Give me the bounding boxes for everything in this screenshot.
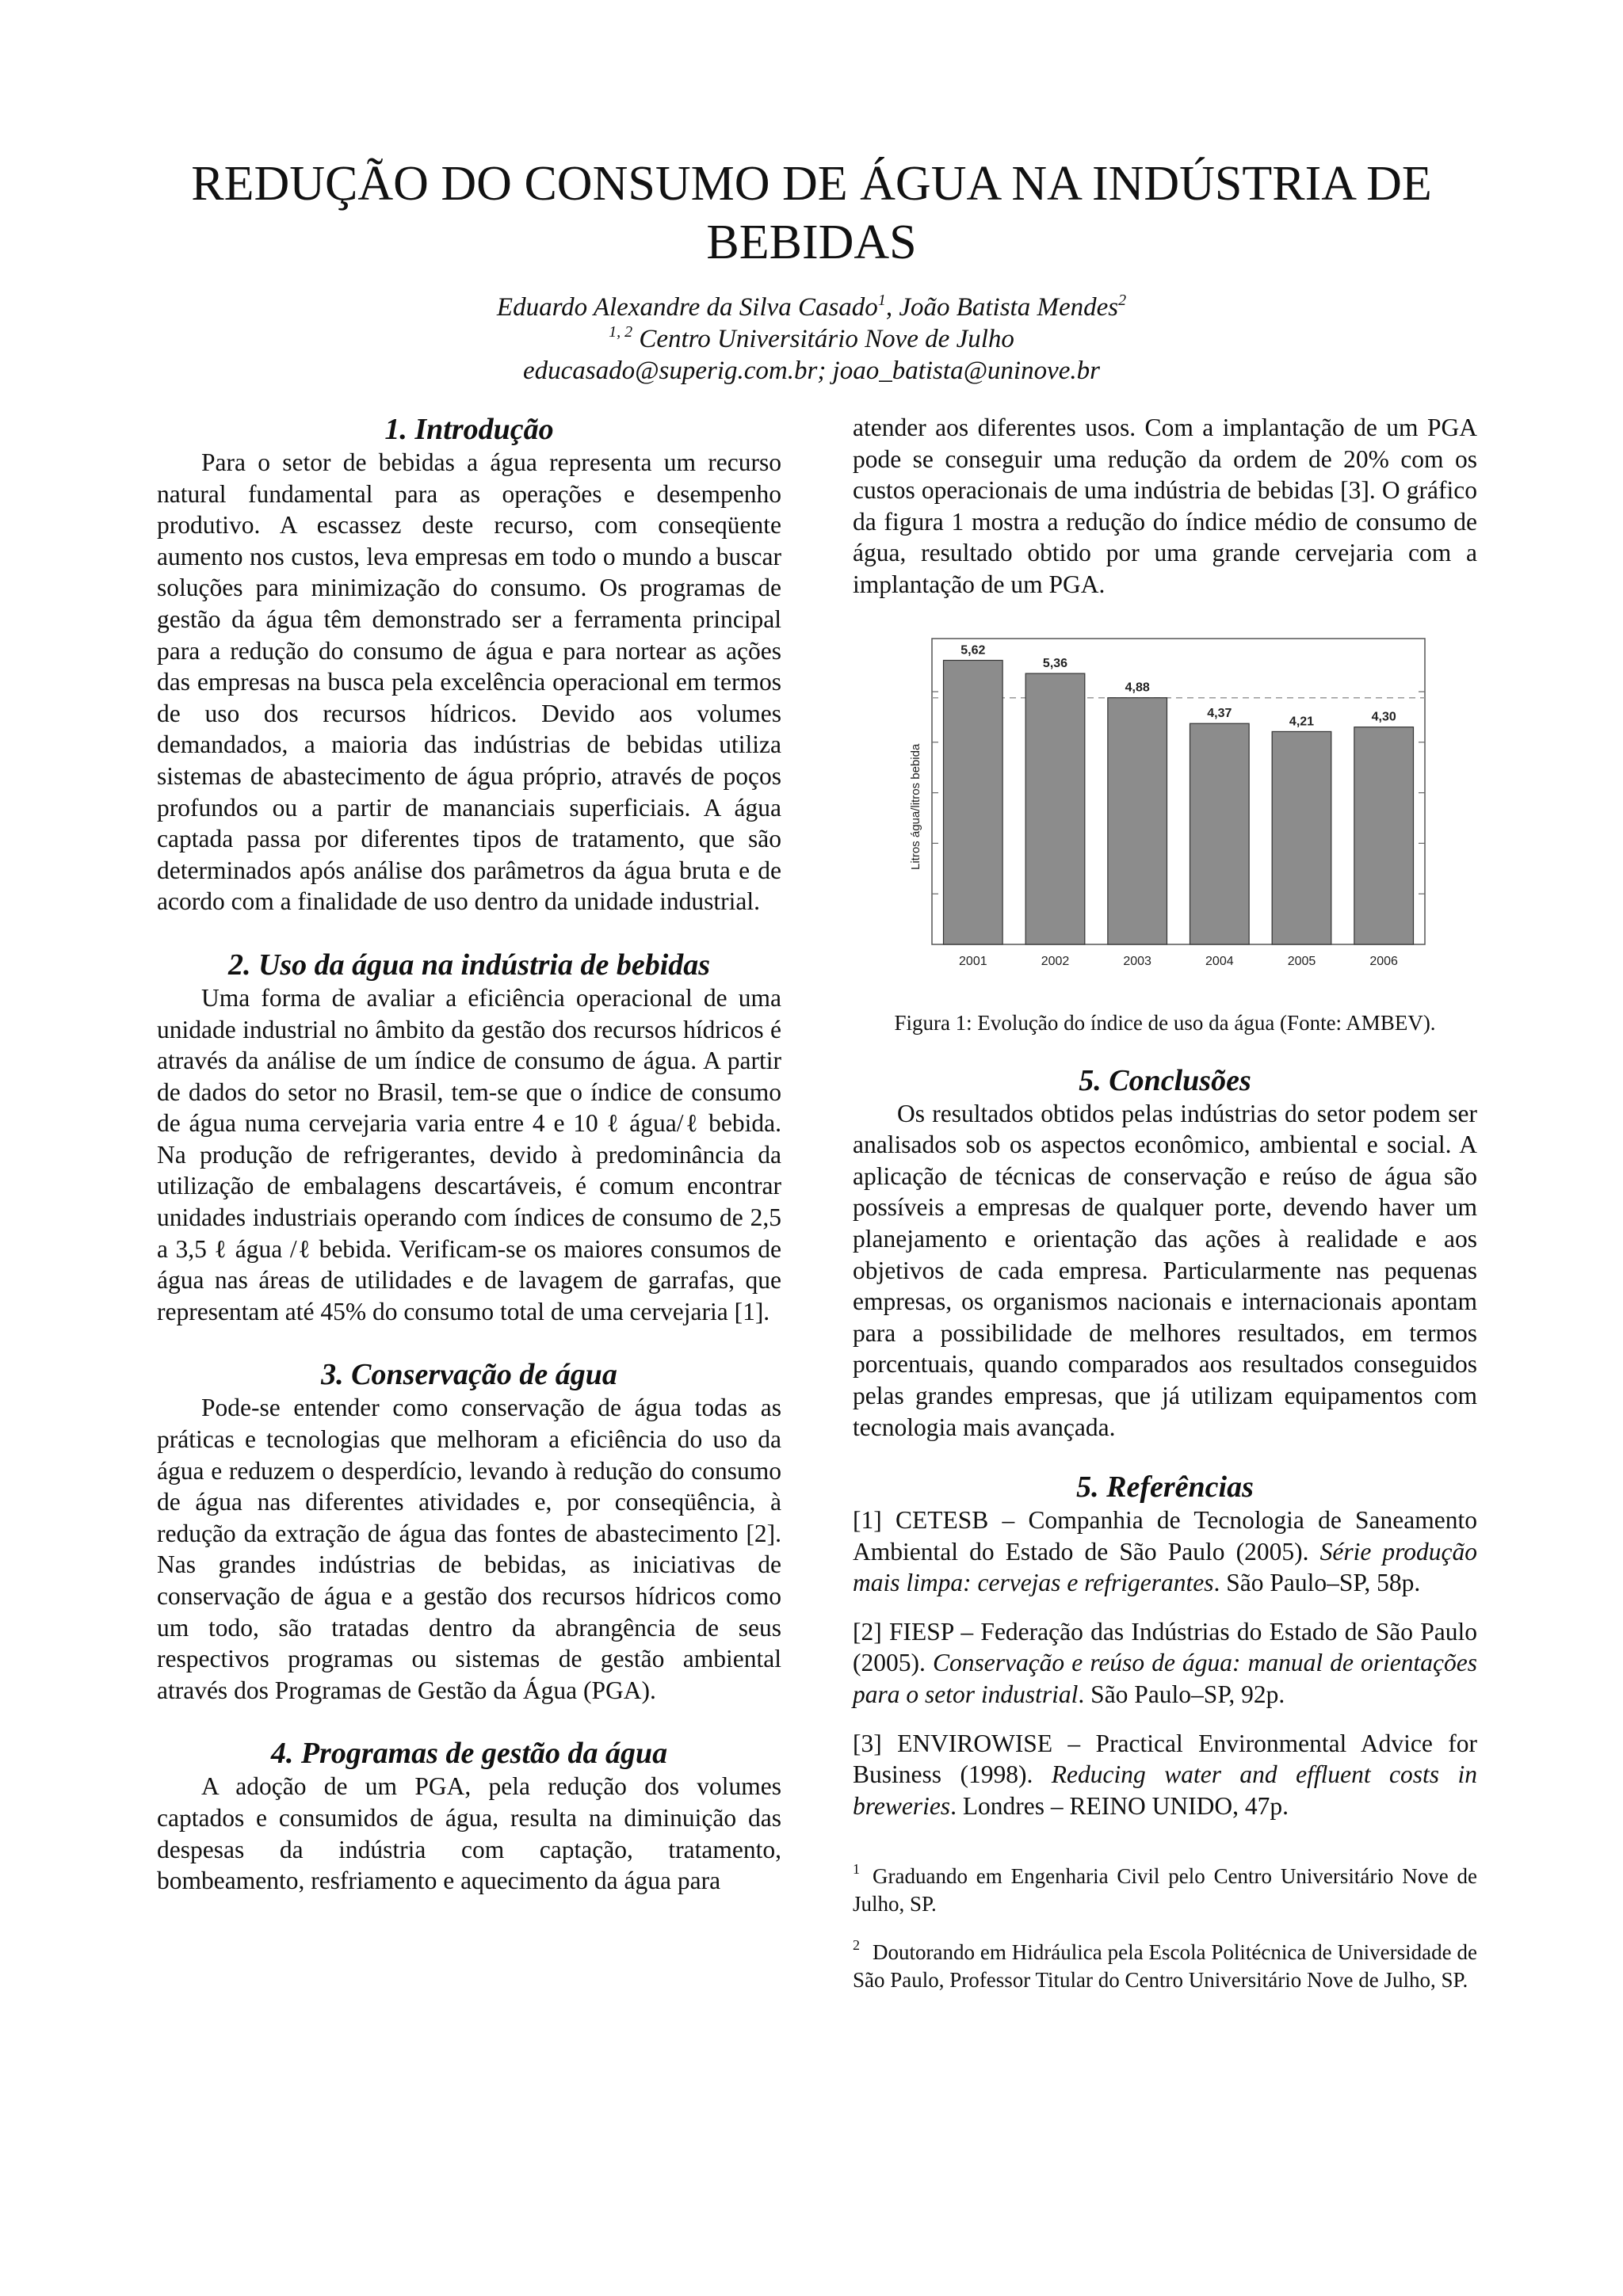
reference-list <box>853 1505 1477 1821</box>
data-label-2005: 4,21 <box>1289 714 1315 728</box>
section-text-conservacao: Pode-se entender como conservação de água todas as práticas e tecnologias que melhoram a eficiência do uso da água e reduzem o desperdício, levando à redução do consumo de água nas diferentes atividades e, por conseqüência, à redução da extração de água das fontes de abastecimento [2]. Nas grandes indústrias de bebidas, as iniciativas de conservação de água e a gestão dos recursos hídricos como um todo, são tratadas dentro da abrangência de seus respectivos programas ou sistemas de gestão ambiental através dos Programas de Gestão da Água (PGA). <box>157 1394 781 1704</box>
chart-frame <box>932 639 1425 944</box>
section-title-uso: 2. Uso da água na indústria de bebidas <box>227 948 711 982</box>
x-tick-label-2006: 2006 <box>1369 954 1398 968</box>
section-title-programas: 4. Programas de gestão da água <box>270 1737 668 1771</box>
author-1-sup: 1 <box>877 292 886 309</box>
bar-2006 <box>1354 727 1414 944</box>
x-tick-label-2001: 2001 <box>959 954 987 968</box>
affiliation: Centro Universitário Nove de Julho <box>632 325 1014 353</box>
data-label-2001: 5,62 <box>960 643 986 658</box>
footnote: $^1$ Graduando em Engenharia Civil pelo Centro Universitário Nove de Julho, SP. <box>853 1861 1477 1917</box>
reference-item: [2] FIESP – Federação das Indústrias do Estado de São Paulo (2005). Conservação e reúso de água: manual de orientações para o setor industrial. São Paulo–SP, 92p. <box>853 1617 1478 1709</box>
data-label-2004: 4,37 <box>1207 706 1232 720</box>
section-text-conclusoes: Os resultados obtidos pelas indústrias do setor podem ser analisados sob os aspectos econômico, ambiental e social. A aplicação de técnicas de conservação e reúso de água são possíveis a empresas de qualquer porte, devendo haver um planejamento e orientação das ações à realidade e aos objetivos de cada empresa. Particularmente nas pequenas empresas, os organismos nacionais e internacionais apontam para a possibilidade de melhores resultados, em termos porcentuais, quando comparados aos resultados conseguidos pelas grandes empresas, que já utilizam equipamentos com tecnologia mais avançada. <box>853 1099 1477 1441</box>
section-text-uso: Uma forma de avaliar a eficiência operacional de uma unidade industrial no âmbito da gestão dos recursos hídricos é através da análise de um índice de consumo de água. A partir de dados do setor no Brasil, tem-se que o índice de consumo de água numa cervejaria varia entre 4 e 10 ℓ água/ℓ bebida. Na produção de refrigerantes, devido à predominância da utilização de embalagens descartáveis, é comum encontrar unidades industriais operando com índices de consumo de 2,5 a 3,5 ℓ água /ℓ bebida. Verificam-se os maiores consumos de água nas áreas de utilidades e de lavagem de garrafas, que representam até 45% do consumo total de uma cervejaria [1]. <box>157 983 781 1325</box>
section-text-programas-continuation: atender aos diferentes usos. Com a implantação de um PGA pode se conseguir uma redução da ordem de 20% com os custos operacionais de uma indústria de bebidas [3]. O gráfico da figura 1 mostra a redução do índice médio de consumo de água, resultado obtido por uma grande cervejaria com a implantação de um PGA. <box>853 414 1477 598</box>
author-emails: educasado@superig.com.br; joao_batista@uninove.br <box>523 357 1100 385</box>
paper-title: REDUÇÃO DO CONSUMO DE ÁGUA NA INDÚSTRIA DE BEBIDAS <box>191 157 1432 269</box>
reference-item: [1] CETESB – Companhia de Tecnologia de Saneamento Ambiental do Estado de São Paulo (2005). Série produção mais limpa: cervejas e refrigerantes. São Paulo–SP, 58p. <box>853 1506 1478 1597</box>
author-2: João Batista Mendes <box>899 293 1119 322</box>
footnote: $^2$ Doutorando em Hidráulica pela Escola Politécnica de Universidade de São Paulo, Professor Titular do Centro Universitário Nove de Julho, SP. <box>853 1937 1477 1993</box>
bar-2003 <box>1108 697 1167 944</box>
section-title-conclusoes: 5. Conclusões <box>1079 1063 1251 1097</box>
data-label-2006: 4,30 <box>1371 710 1396 724</box>
x-tick-label-2002: 2002 <box>1041 954 1070 968</box>
section-text-introducao: Para o setor de bebidas a água representa um recurso natural fundamental para as operações e desempenho produtivo. A escassez deste recurso, com conseqüente aumento nos custos, leva empresas em todo o mundo a buscar soluções para minimização do consumo. Os programas de gestão da água têm demonstrado ser a ferramenta principal para a redução do consumo de água e para nortear as ações das empresas na busca pela excelência operacional em termos de uso dos recursos hídricos. Devido aos volumes demandados, a maioria das indústrias de bebidas utiliza sistemas de abastecimento de água próprio, através de poços profundos ou a partir de mananciais superficiais. A água captada passa por diferentes tipos de tratamento, que são determinados após análise dos parâmetros da água bruta e de acordo com a finalidade de uso dentro da unidade industrial. <box>157 448 781 916</box>
y-axis-label: Litros água/litros bebida <box>909 743 922 870</box>
author-line <box>119 292 1504 323</box>
section-title-conservacao: 3. Conservação de água <box>321 1358 617 1392</box>
author-2-sup: 2 <box>1118 292 1127 309</box>
affiliation-line <box>119 323 1504 355</box>
author-separator: , <box>885 293 899 322</box>
affiliation-sup: 1, 2 <box>609 323 633 341</box>
figure-caption: Figura 1: Evolução do índice de uso da água (Fonte: AMBEV). <box>894 1010 1436 1035</box>
section-title-referencias: 5. Referências <box>1076 1470 1254 1505</box>
figure-1 <box>853 632 1477 1005</box>
x-tick-label-2003: 2003 <box>1123 954 1151 968</box>
footnotes <box>853 1863 1477 1994</box>
bar-chart <box>900 632 1431 973</box>
bar-2004 <box>1190 723 1250 944</box>
x-tick-label-2004: 2004 <box>1205 954 1234 968</box>
bar-2005 <box>1272 731 1331 944</box>
data-label-2002: 5,36 <box>1042 656 1068 670</box>
section-title-introducao: 1. Introdução <box>384 413 554 446</box>
left-column <box>157 412 781 1897</box>
bar-2001 <box>944 660 1003 944</box>
author-block <box>119 292 1504 387</box>
author-1: Eduardo Alexandre da Silva Casado <box>496 293 878 322</box>
data-label-2003: 4,88 <box>1125 681 1150 695</box>
right-column <box>853 412 1477 2015</box>
section-text-programas: A adoção de um PGA, pela redução dos volumes captados e consumidos de água, resulta na diminuição das despesas da indústria com captação, tratamento, bombeamento, resfriamento e aquecimento da água para <box>157 1772 781 1895</box>
x-tick-label-2005: 2005 <box>1287 954 1316 968</box>
bar-2002 <box>1025 673 1085 944</box>
reference-item: [3] ENVIROWISE – Practical Environmental Advice for Business (1998). Reducing water and effluent costs in breweries. Londres – REINO UNIDO, 47p. <box>853 1729 1478 1820</box>
